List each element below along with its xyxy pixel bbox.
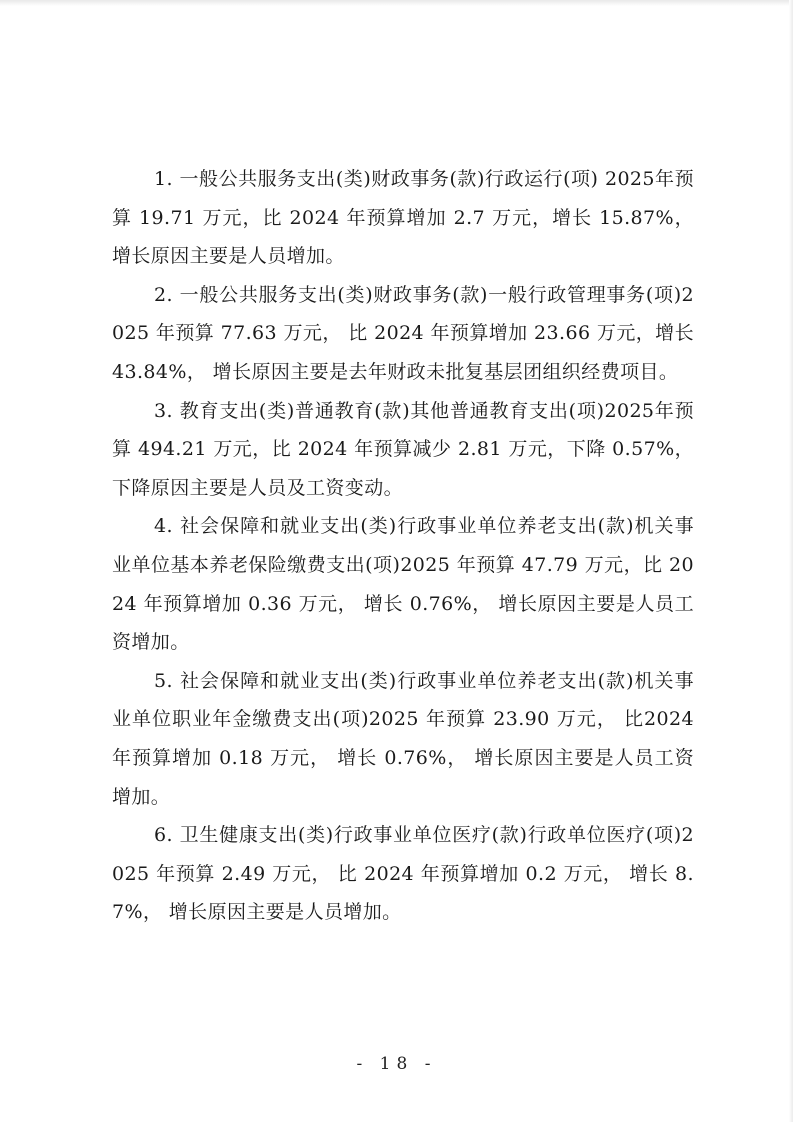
document-body xyxy=(112,160,694,932)
paragraph-2: 2. 一般公共服务支出(类)财政事务(款)一般行政管理事务(项)2025 年预算 77.63 万元， 比 2024 年预算增加 23.66 万元，增长 43.84%， 增长原因主要是去年财政未批复基层团组织经费项目。 xyxy=(112,283,694,383)
paragraph-6: 6. 卫生健康支出(类)行政事业单位医疗(款)行政单位医疗(项)2025 年预算 2.49 万元， 比 2024 年预算增加 0.2 万元， 增长 8.7%， 增长原因主要是人员增加。 xyxy=(112,824,694,924)
paragraph-4: 4. 社会保障和就业支出(类)行政事业单位养老支出(款)机关事业单位基本养老保险缴费支出(项)2025 年预算 47.79 万元，比 2024 年预算增加 0.36 万元， 增长 0.76%， 增长原因主要是人员工资增加。 xyxy=(112,515,694,654)
paragraph-3: 3. 教育支出(类)普通教育(款)其他普通教育支出(项)2025年预算 494.21 万元，比 2024 年预算减少 2.81 万元，下降 0.57%，下降原因主要是人员及工资变动。 xyxy=(112,399,694,499)
scan-edge-right xyxy=(789,0,793,1122)
paragraph-1: 1. 一般公共服务支出(类)财政事务(款)行政运行(项) 2025年预算 19.71 万元，比 2024 年预算增加 2.7 万元，增长 15.87%，增长原因主要是人员增加。 xyxy=(112,168,694,268)
page-number: - 18 - xyxy=(356,1054,437,1074)
paragraph-5: 5. 社会保障和就业支出(类)行政事业单位养老支出(款)机关事业单位职业年金缴费支出(项)2025 年预算 23.90 万元， 比2024 年预算增加 0.18 万元， 增长 0.76%， 增长原因主要是人员工资增加。 xyxy=(112,669,694,808)
scan-edge-top xyxy=(0,0,793,6)
